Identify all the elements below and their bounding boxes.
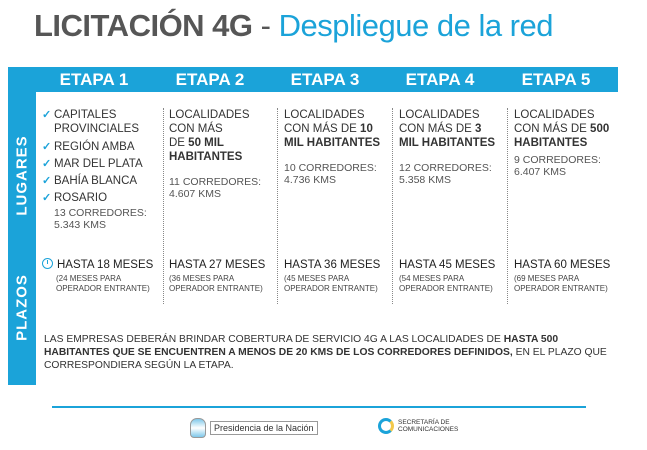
corredores-kms: 6.407 KMS — [514, 166, 566, 178]
etapa-2-plazo — [169, 258, 277, 294]
corredores-count: 11 CORREDORES: — [169, 176, 261, 188]
etapa-3-plazo — [284, 258, 392, 294]
lugar-line: LOCALIDADES — [514, 109, 595, 121]
etapa-1-header: ETAPA 1 — [59, 70, 129, 89]
corredores-kms: 5.358 KMS — [399, 174, 451, 186]
etapa-2-header: ETAPA 2 — [175, 70, 245, 89]
lugar-line: HABITANTES — [169, 151, 243, 163]
etapa-5-lugares — [514, 108, 622, 178]
lugar-line: LOCALIDADES — [399, 109, 480, 121]
etapa-5-header: ETAPA 5 — [521, 70, 591, 89]
column-divider — [277, 108, 278, 304]
etapa-4-plazo — [399, 258, 507, 294]
escudo-icon — [190, 418, 206, 438]
footer-divider — [52, 406, 586, 408]
list-item: ✓ CAPITALES PROVINCIALES — [42, 109, 139, 135]
corredores-kms: 4.736 KMS — [284, 174, 336, 186]
etapa-3-lugares — [284, 108, 392, 186]
etapas-header — [36, 67, 618, 92]
column-divider — [163, 108, 164, 304]
corredores-info — [284, 162, 392, 186]
etapa-4-header: ETAPA 4 — [405, 70, 475, 89]
corredores-kms: 4.607 KMS — [169, 188, 221, 200]
plazo-main: HASTA 27 MESES — [169, 259, 266, 271]
plazo-note: (24 MESES PARA OPERADOR ENTRANTE) — [56, 274, 150, 293]
lugar-line: LOCALIDADES — [169, 109, 250, 121]
side-label-plazos: PLAZOS — [13, 274, 31, 341]
coverage-note: LAS EMPRESAS DEBERÁN BRINDAR COBERTURA DE SERVICIO 4G A LAS LOCALIDADES DE HASTA 500 HABITANTES QUE SE ENCUENTREN A MENOS DE 20 KMS DE LOS CORREDORES DEFINIDOS, EN EL PLAZO QUE CORRESPONDIERA SEGÚN LA ETAPA. — [44, 334, 607, 371]
presidencia-label: Presidencia de la Nación — [210, 421, 318, 435]
lugar-line: MIL HABITANTES — [284, 137, 381, 149]
side-bar — [8, 67, 36, 385]
lugar-line: DE 50 MIL — [169, 137, 224, 149]
check-icon: ✓ — [42, 158, 52, 170]
lugar-line: MIL HABITANTES — [399, 137, 496, 149]
list-item: ✓ REGIÓN AMBA — [42, 141, 135, 153]
corredores-count: 10 CORREDORES: — [284, 162, 377, 174]
side-label-lugares: LUGARES — [13, 135, 31, 216]
list-item: ✓ ROSARIO — [42, 192, 108, 204]
corredores-count: 12 CORREDORES: — [399, 162, 492, 174]
page-title — [34, 6, 553, 46]
plazo-note: (54 MESES PARA OPERADOR ENTRANTE) — [399, 274, 493, 293]
check-icon: ✓ — [42, 109, 52, 121]
lugar-line: CON MÁS DE 3 — [399, 123, 482, 135]
plazo-main: HASTA 36 MESES — [284, 259, 381, 271]
etapa-1-plazo — [42, 258, 160, 294]
corredores-count: 9 CORREDORES: — [514, 154, 601, 166]
secretaria-logo — [378, 418, 458, 434]
etapa-3-header: ETAPA 3 — [290, 70, 360, 89]
etapa-4-lugares — [399, 108, 507, 186]
plazo-note: (45 MESES PARA OPERADOR ENTRANTE) — [284, 274, 378, 293]
etapa-1-lugares — [42, 108, 160, 231]
title-main: LICITACIÓN 4G — [34, 8, 253, 43]
lugar-line: CON MÁS — [169, 123, 223, 135]
secretaria-label: SECRETARÍA DE COMUNICACIONES — [398, 418, 459, 433]
etapa-2-lugares — [169, 108, 277, 200]
lugar-line: CON MÁS DE 500 — [514, 123, 610, 135]
corredores-info — [169, 176, 277, 200]
list-item: ✓ BAHÍA BLANCA — [42, 175, 138, 187]
corredores-info — [514, 154, 622, 178]
lugar-line: CON MÁS DE 10 — [284, 123, 373, 135]
plazo-main: HASTA 18 MESES — [42, 258, 160, 272]
column-divider — [392, 108, 393, 304]
title-separator: - — [260, 8, 271, 43]
etapa-5-plazo — [514, 258, 622, 294]
check-icon: ✓ — [42, 192, 52, 204]
lugar-line: LOCALIDADES — [284, 109, 365, 121]
corredores-info — [399, 162, 507, 186]
check-icon: ✓ — [42, 141, 52, 153]
corredores-kms: 5.343 KMS — [54, 219, 106, 231]
title-sub: Despliegue de la red — [278, 8, 553, 43]
corredores-count: 13 CORREDORES: — [54, 207, 147, 219]
corredores-info — [54, 207, 160, 231]
clock-icon — [42, 258, 53, 269]
plazo-main: HASTA 60 MESES — [514, 259, 611, 271]
check-icon: ✓ — [42, 175, 52, 187]
plazo-main: HASTA 45 MESES — [399, 259, 496, 271]
list-item: ✓ MAR DEL PLATA — [42, 158, 143, 170]
column-divider — [507, 108, 508, 304]
plazo-note: (36 MESES PARA OPERADOR ENTRANTE) — [169, 274, 263, 293]
lugar-line: HABITANTES — [514, 137, 588, 149]
plazo-note: (69 MESES PARA OPERADOR ENTRANTE) — [514, 274, 608, 293]
secretaria-ring-icon — [378, 418, 394, 434]
presidencia-logo — [190, 418, 318, 438]
